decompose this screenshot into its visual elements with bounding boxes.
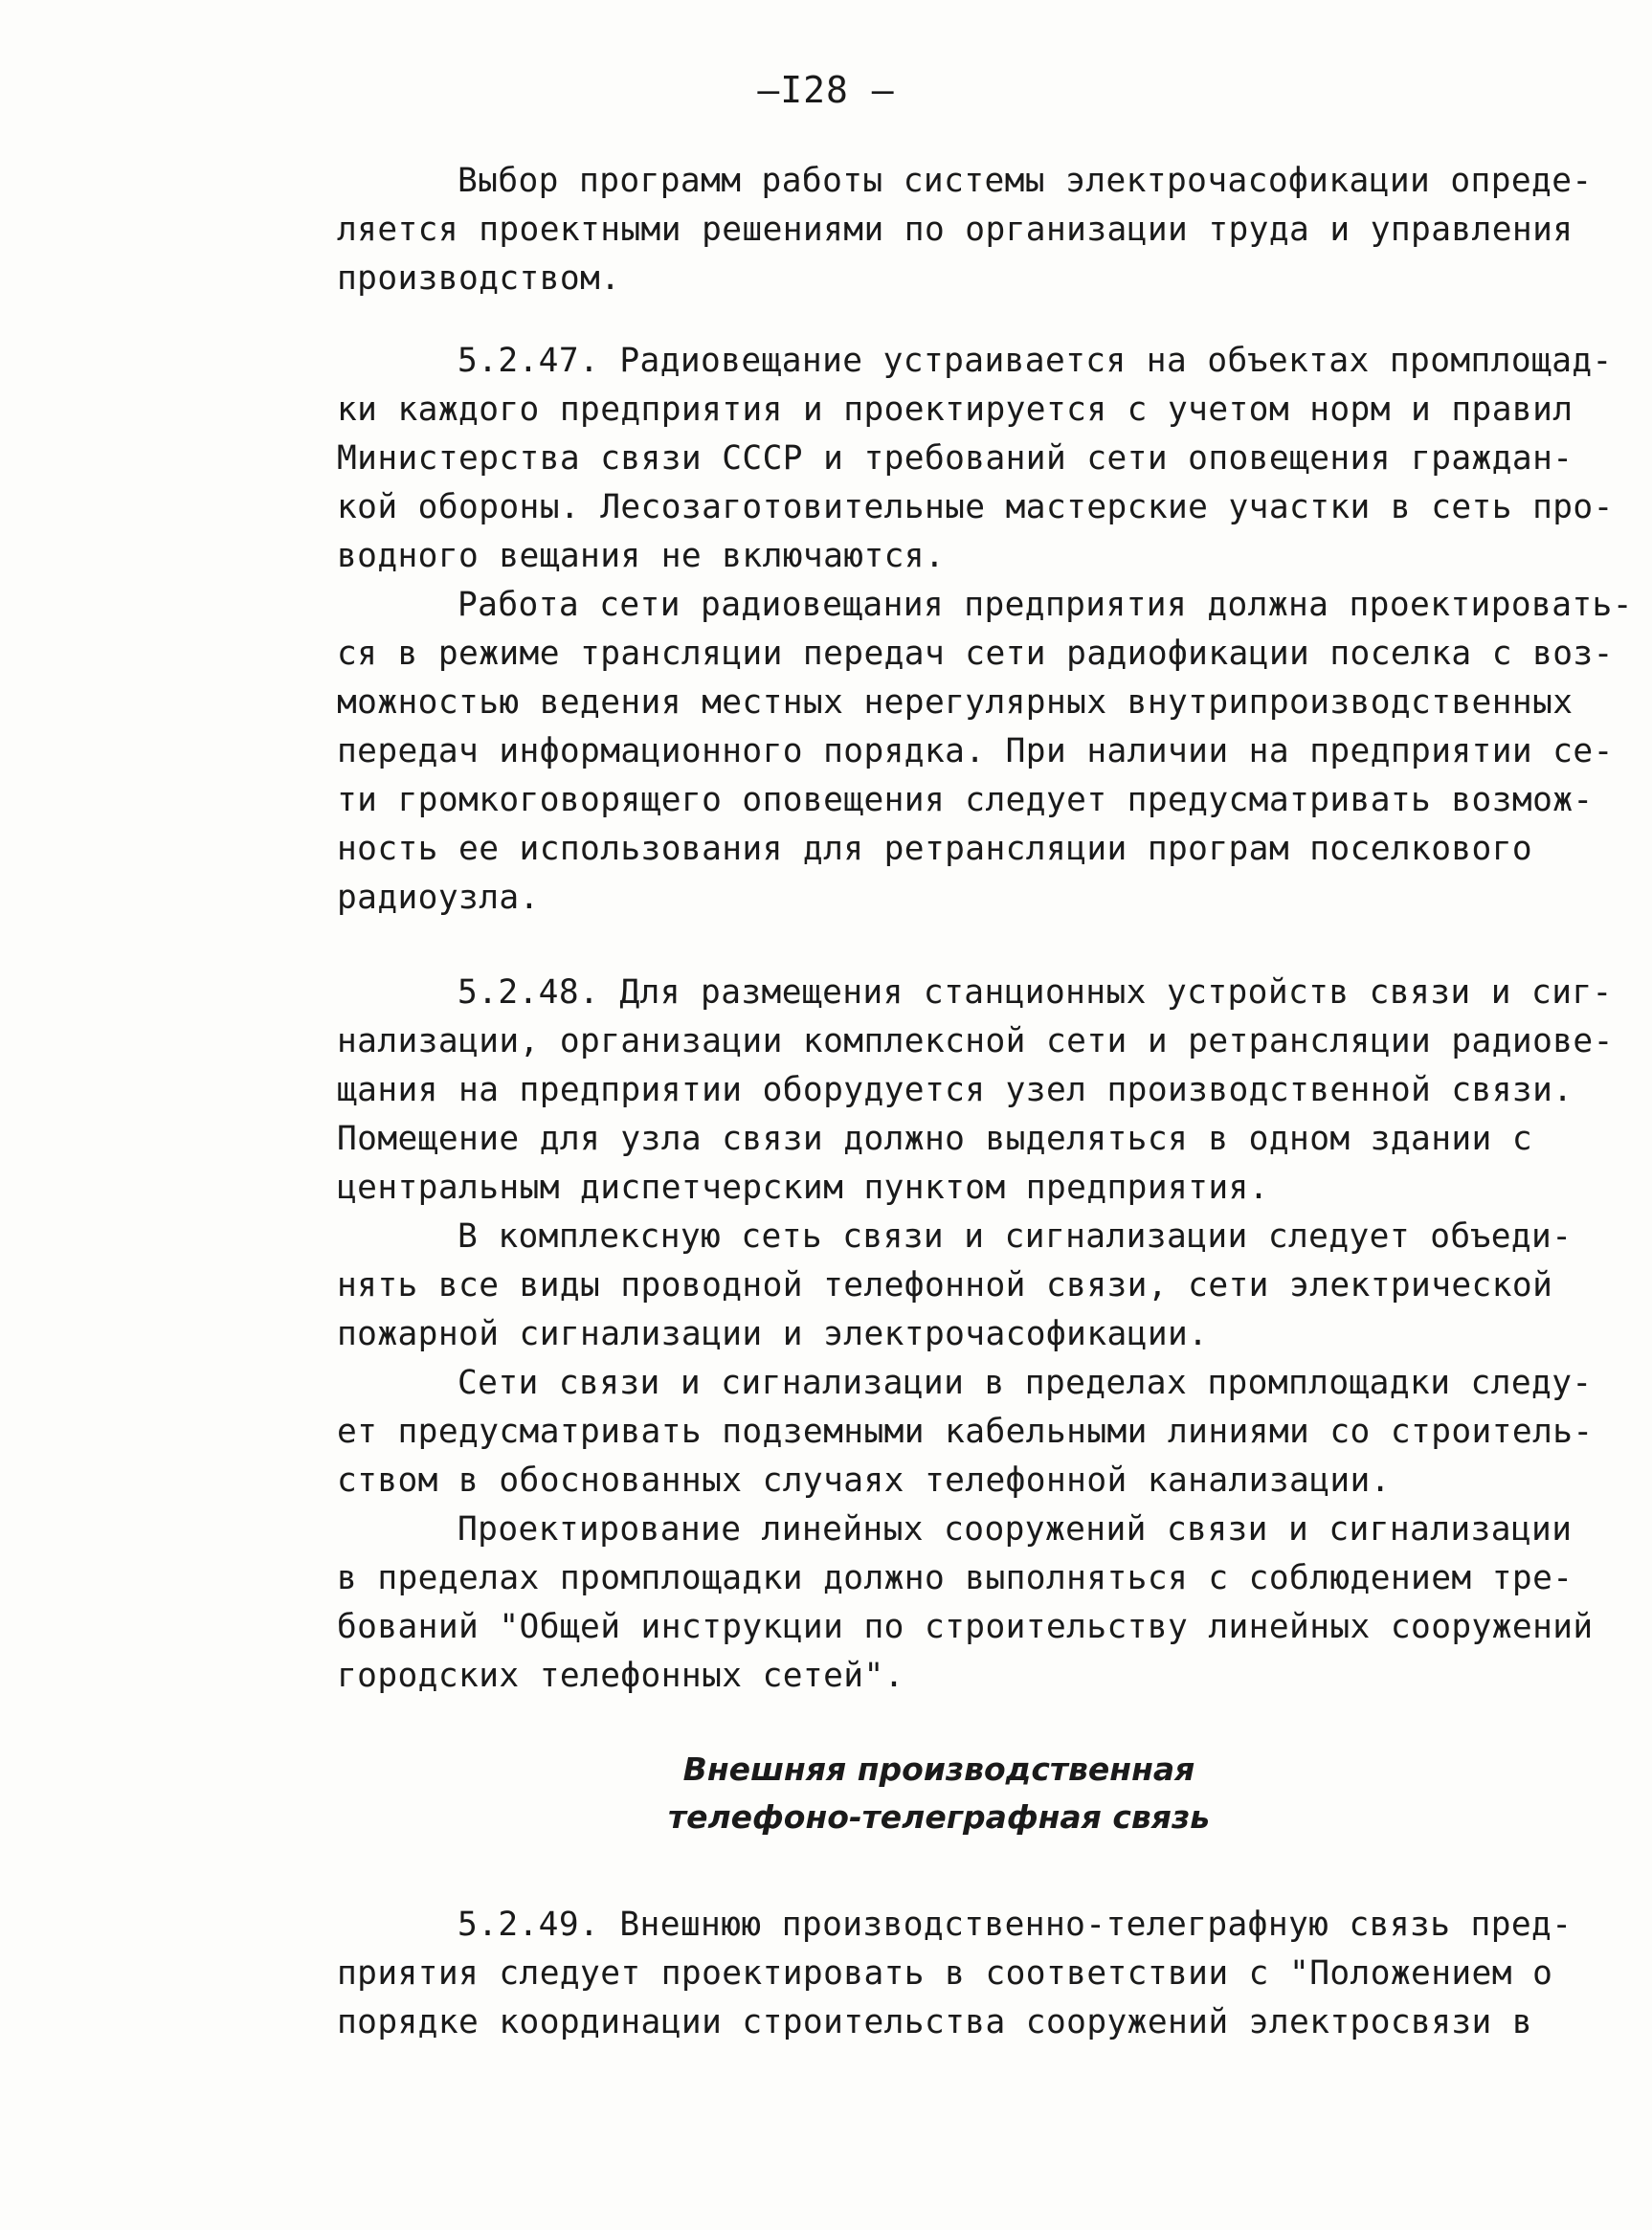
text-line: в пределах промплощадки должно выполняться с соблюдением тре-	[337, 1559, 1574, 1597]
text-line: Работа сети радиовещания предприятия должна проектировать-	[458, 586, 1633, 624]
text-line: 5.2.49. Внешнюю производственно-телеграфную связь пред-	[458, 1906, 1573, 1944]
text-line: порядке координации строительства сооружений электросвязи в	[337, 2003, 1533, 2041]
text-line: пожарной сигнализации и электрочасофикации.	[337, 1315, 1209, 1353]
page-number: —I28 —	[757, 69, 895, 111]
text-line: Выбор программ работы системы электрочасофикации опреде-	[458, 162, 1593, 200]
text-line: ством в обоснованных случаях телефонной канализации.	[337, 1461, 1391, 1500]
text-line: ляется проектными решениями по организации труда и управления	[337, 211, 1574, 249]
text-line: 5.2.47. Радиовещание устраивается на объектах промплощад-	[458, 342, 1613, 380]
text-line: щания на предприятии оборудуется узел производственной связи.	[337, 1071, 1574, 1109]
text-line: производством.	[337, 259, 621, 298]
section-5-2-47	[337, 337, 1633, 923]
text-line: передач информационного порядка. При наличии на предприятии се-	[337, 732, 1614, 770]
text-line: ет предусматривать подземными кабельными линиями со строитель-	[337, 1413, 1594, 1451]
text-line: ти громкоговорящего оповещения следует предусматривать возмож-	[337, 781, 1594, 819]
text-line: водного вещания не включаются.	[337, 537, 946, 575]
text-line: Министерства связи СССР и требований сети оповещения граждан-	[337, 439, 1574, 478]
text-line: Проектирование линейных сооружений связи и сигнализации	[458, 1510, 1573, 1549]
text-line: Сети связи и сигнализации в пределах промплощадки следу-	[458, 1364, 1593, 1402]
text-line: приятия следует проектировать в соответствии с "Положением о	[337, 1954, 1553, 1993]
text-line: центральным диспетчерским пунктом предприятия.	[337, 1169, 1269, 1207]
text-line: ки каждого предприятия и проектируется с учетом норм и правил	[337, 390, 1574, 429]
text-line: нализации, организации комплексной сети и ретрансляции радиове-	[337, 1022, 1614, 1060]
text-line: бований "Общей инструкции по строительству линейных сооружений	[337, 1608, 1594, 1646]
text-line: можностью ведения местных нерегулярных внутрипроизводственных	[337, 683, 1574, 722]
heading-line: телефоно-телеграфная связь	[668, 1798, 1210, 1836]
text-line: нять все виды проводной телефонной связи, сети электрической	[337, 1266, 1553, 1305]
text-line: 5.2.48. Для размещения станционных устройств связи и сиг-	[458, 973, 1613, 1012]
section-5-2-49	[337, 1901, 1581, 2047]
text-line: В комплексную сеть связи и сигнализации следует объеди-	[458, 1217, 1573, 1256]
text-line: радиоузла.	[337, 879, 540, 917]
text-line: кой обороны. Лесозаготовительные мастерские участки в сеть про-	[337, 488, 1614, 526]
heading-line: Внешняя производственная	[682, 1751, 1195, 1788]
text-line: ность ее использования для ретрансляции програм поселкового	[337, 830, 1533, 868]
paragraph-programs	[337, 157, 1593, 303]
section-5-2-48	[337, 969, 1614, 1701]
text-line: ся в режиме трансляции передач сети радиофикации поселка с воз-	[337, 635, 1614, 673]
section-heading	[113, 1746, 1652, 1841]
text-line: Помещение для узла связи должно выделяться в одном здании с	[337, 1120, 1533, 1158]
text-line: городских телефонных сетей".	[337, 1657, 904, 1695]
